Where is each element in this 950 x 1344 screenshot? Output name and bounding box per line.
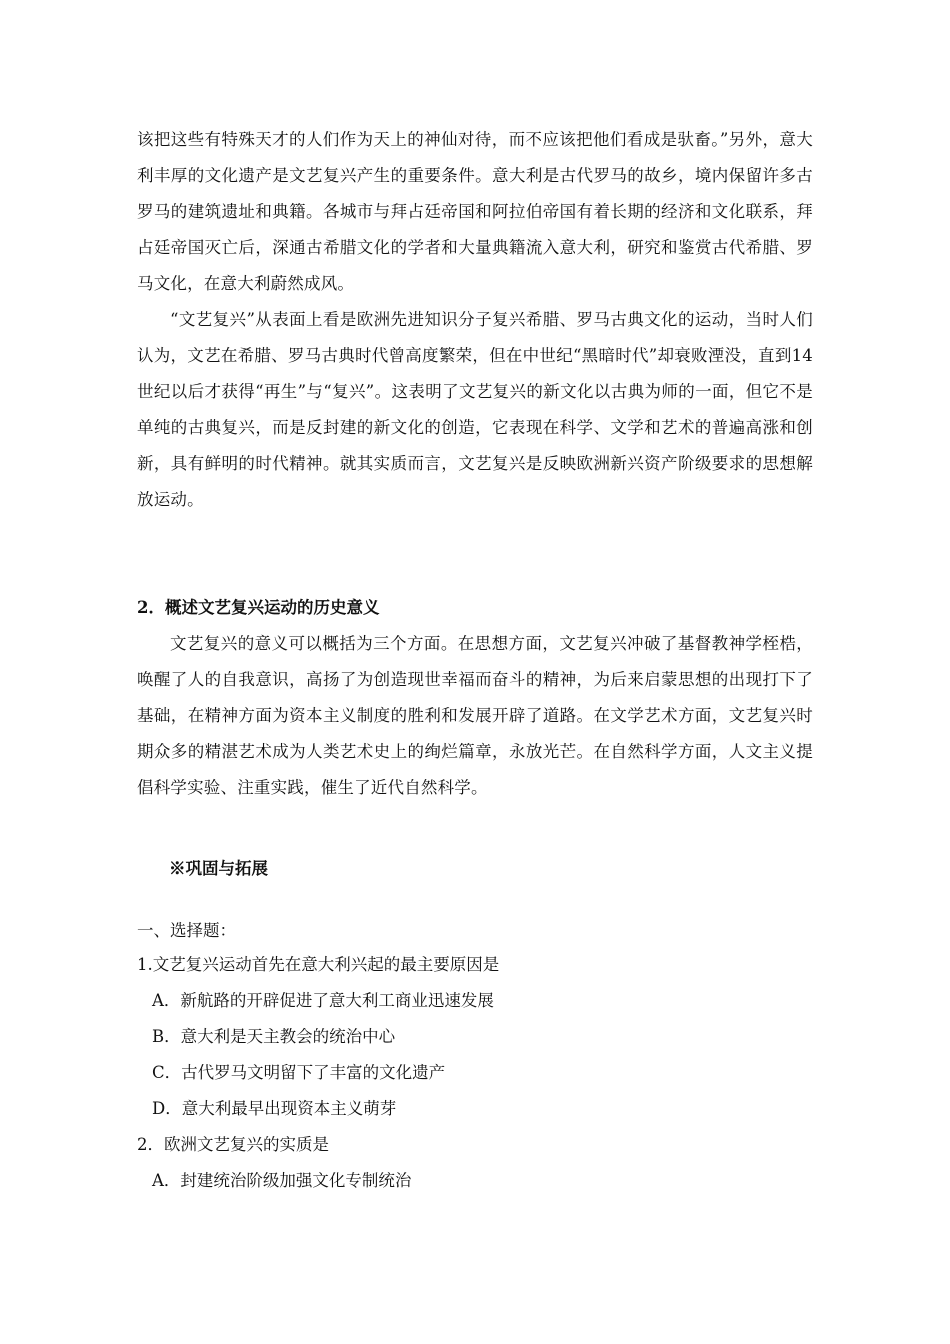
question-2-option-a: A．封建统治阶级加强文化专制统治 [152, 1171, 412, 1190]
paragraph-renaissance-essence: “文艺复兴”从表面上看是欧洲先进知识分子复兴希腊、罗马古典文化的运动，当时人们认为，文艺在希腊、罗马古典时代曾高度繁荣，但在中世纪“黑暗时代”却衰败湮没，直到14世纪以后才获得“再生”与“复兴”。这表明了文艺复兴的新文化以古典为师的一面，但它不是单纯的古典复兴，而是反封建的新文化的创造，它表现在科学、文学和艺术的普遍高涨和创新，具有鲜明的时代精神。就其实质而言，文艺复兴是反映欧洲新兴资产阶级要求的思想解放运动。 [137, 310, 813, 509]
exercise-part-title: 一、选择题： [137, 921, 236, 940]
question-1-option-b: B．意大利是天主教会的统治中心 [152, 1027, 396, 1046]
exercise-section-title: ※巩固与拓展 [169, 859, 268, 878]
paragraph-significance: 文艺复兴的意义可以概括为三个方面。在思想方面，文艺复兴冲破了基督教神学桎梏，唤醒了人的自我意识，高扬了为创造现世幸福而奋斗的精神，为后来启蒙思想的出现打下了基础，在精神方面为资本主义制度的胜利和发展开辟了道路。在文学艺术方面，文艺复兴时期众多的精湛艺术成为人类艺术史上的绚烂篇章，永放光芒。在自然科学方面，人文主义提倡科学实验、注重实践，催生了近代自然科学。 [137, 634, 813, 797]
text-block-intro [137, 122, 813, 518]
question-2-stem: 2．欧洲文艺复兴的实质是 [137, 1135, 329, 1154]
section-heading-significance: 2．概述文艺复兴运动的历史意义 [137, 598, 380, 617]
question-1-stem: 1.文艺复兴运动首先在意大利兴起的最主要原因是 [137, 955, 500, 974]
question-1-option-a: A．新航路的开辟促进了意大利工商业迅速发展 [152, 991, 494, 1010]
text-block-significance [137, 590, 813, 806]
question-1-option-d: D．意大利最早出现资本主义萌芽 [152, 1099, 397, 1118]
question-1-option-c: C．古代罗马文明留下了丰富的文化遗产 [152, 1063, 446, 1082]
paragraph-cultural-heritage: 该把这些有特殊天才的人们作为天上的神仙对待，而不应该把他们看成是驮畜。”另外，意大利丰厚的文化遗产是文艺复兴产生的重要条件。意大利是古代罗马的故乡，境内保留许多古罗马的建筑遗址和典籍。各城市与拜占廷帝国和阿拉伯帝国有着长期的经济和文化联系，拜占廷帝国灭亡后，深通古希腊文化的学者和大量典籍流入意大利，研究和鉴赏古代希腊、罗马文化，在意大利蔚然成风。 [137, 130, 813, 293]
